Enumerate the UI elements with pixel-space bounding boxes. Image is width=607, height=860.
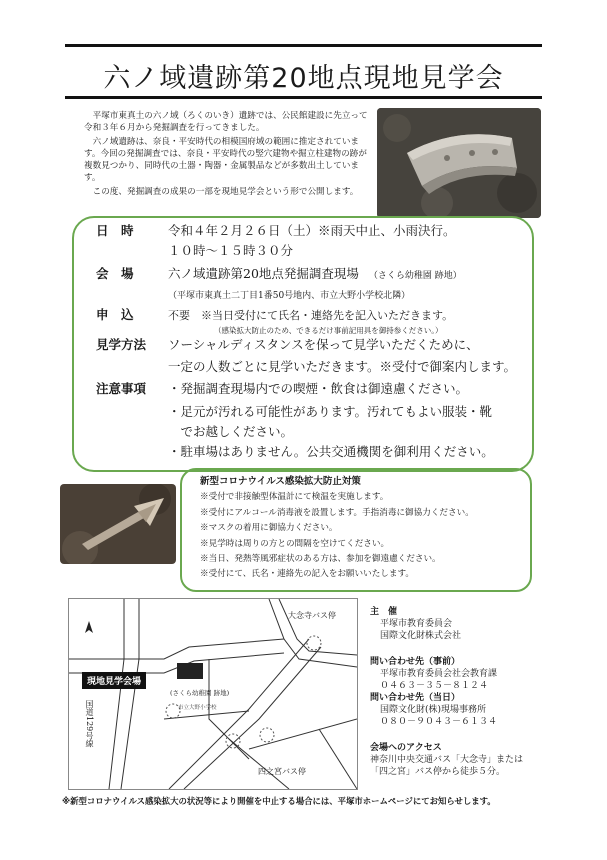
- venue-label: 会 場: [96, 266, 134, 281]
- covid-item: ※受付にアルコール消毒液を設置します。手指消毒に御協力ください。: [200, 507, 474, 518]
- intro-paragraph-2: 六ノ域遺跡は、奈良・平安時代の相模国府域の範囲に推定されています。今回の発掘調査では、奈良・平安時代の竪穴建物や掘立柱建物の跡が複数見つかり、同時代の土器・陶器・金属製品などが多数出土しています。: [84, 137, 367, 183]
- prior-contact-1: 平塚市教育委員会社会教育課: [380, 669, 498, 679]
- date-label: 日 時: [96, 223, 134, 238]
- north-arrow-icon: [85, 621, 93, 633]
- apply-note: （感染拡大防止のため、できるだけ事前記用具を御持参ください。）: [214, 326, 443, 335]
- notes-line-3: でお越しください。: [168, 424, 294, 439]
- date-value: 令和４年２月２６日（土）※雨天中止、小雨決行。: [168, 223, 456, 238]
- method-label: 見学方法: [96, 337, 147, 352]
- covid-item: ※受付で非接触型体温計にて検温を実施します。: [200, 492, 389, 503]
- page-title: 六ノ域遺跡第20地点現地見学会: [103, 63, 504, 94]
- method-line-1: ソーシャルディスタンスを保って見学いただくために、: [168, 337, 479, 352]
- arrowhead-image: [60, 484, 176, 564]
- notes-line-2: ・足元が汚れる可能性があります。汚れてもよい服装・靴: [168, 404, 493, 419]
- host-2: 国際文化財株式会社: [380, 631, 462, 641]
- intro-paragraph-3: この度、発掘調査の成果の一部を現地見学会という形で公開します。: [92, 187, 359, 197]
- covid-heading: 新型コロナウイルス感染拡大防止対策: [200, 476, 361, 487]
- contact-info: [370, 606, 570, 778]
- venue-marker: [177, 663, 203, 679]
- access-2: 「四之宮」バス停から徒歩５分。: [370, 767, 506, 777]
- notes-label: 注意事項: [96, 381, 147, 396]
- artifact-photo: [60, 484, 176, 564]
- venue-name: 六ノ域遺跡第20地点発掘調査現場: [168, 266, 359, 281]
- covid-measures: [200, 474, 530, 583]
- day-contact-label: 問い合わせ先（当日）: [370, 693, 461, 703]
- map-venue-tag: 現地見学会場: [82, 672, 146, 689]
- map-venue-sub: (さくら幼稚園 跡地): [170, 689, 230, 697]
- covid-item: ※マスクの着用に御協力ください。: [200, 523, 338, 534]
- host-label: 主 催: [370, 607, 398, 617]
- intro-text: [84, 110, 372, 200]
- apply-label: 申 込: [96, 307, 134, 322]
- day-contact-2: ０８０－９０４３－６１３４: [380, 717, 498, 727]
- roof-tile-image: [377, 108, 541, 218]
- map-school-label: 市立大野小学校: [178, 705, 217, 711]
- covid-item: ※受付にて、氏名・連絡先の記入をお願いいたします。: [200, 569, 414, 580]
- time-value: １０時～１５時３０分: [168, 243, 294, 258]
- venue-note: （さくら幼稚園 跡地）: [368, 271, 462, 281]
- map-stop-2: 四之宮バス停: [258, 767, 306, 776]
- notes-line-4: ・駐車場はありません。公共交通機関を御利用ください。: [168, 444, 494, 459]
- venue-value: [168, 265, 462, 285]
- roof-tile-photo: [377, 108, 541, 218]
- covid-item: ※当日、発熱等風邪症状のある方は、参加を御遠慮ください。: [200, 554, 441, 565]
- map-route-label: 国道129号線: [85, 700, 94, 748]
- intro-paragraph-1: 平塚市東真土の六ノ域（ろくのいき）遺跡では、公民館建設に先立って令和３年６月から発掘調査を行ってきました。: [84, 111, 368, 133]
- prior-contact-2: ０４６３－３５－８１２４: [380, 681, 489, 691]
- notes-line-1: ・発掘調査現場内での喫煙・飲食は御遠慮ください。: [168, 381, 469, 396]
- title-rule-bottom: [65, 96, 542, 99]
- prior-contact-label: 問い合わせ先（事前）: [370, 657, 461, 667]
- access-label: 会場へのアクセス: [370, 743, 442, 753]
- covid-item: ※見学時は周りの方との間隔を空けてください。: [200, 538, 390, 549]
- venue-address: （平塚市東真土二丁目1番50号地内、市立大野小学校北隣）: [168, 291, 411, 301]
- map-stop-1: 大念寺バス停: [288, 611, 336, 620]
- title-rule-top: [65, 44, 542, 47]
- day-contact-1: 国際文化財(株)現場事務所: [380, 705, 487, 715]
- apply-main: 不要 ※当日受付にて氏名・連絡先を記入いただきます。: [168, 309, 454, 322]
- host-1: 平塚市教育委員会: [380, 619, 453, 629]
- footer-note: ※新型コロナウイルス感染拡大の状況等により開催を中止する場合には、平塚市ホームページにてお知らせします。: [62, 796, 496, 806]
- access-1: 神奈川中央交通バス「大念寺」または: [370, 755, 524, 765]
- method-line-2: 一定の人数ごとに見学いただきます。※受付で御案内します。: [168, 359, 517, 374]
